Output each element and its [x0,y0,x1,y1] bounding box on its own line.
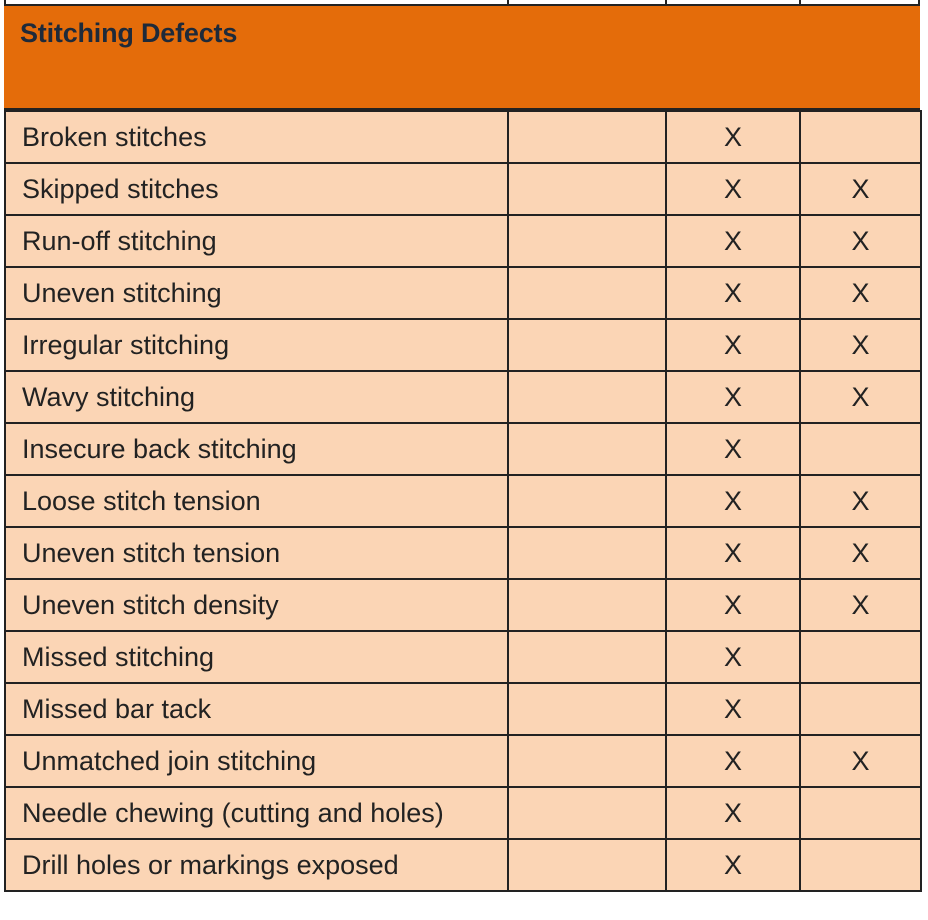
section-header [4,4,920,110]
column-3-mark-cell: X [666,631,800,683]
column-2-cell [508,475,666,527]
table-row [5,787,921,839]
table-row [5,111,921,163]
table-row [5,319,921,371]
column-4-mark-cell: X [800,527,921,579]
column-2-cell [508,631,666,683]
column-2-cell [508,579,666,631]
table-row [5,163,921,215]
column-3-mark-cell: X [666,735,800,787]
table-row [5,735,921,787]
section-title: Stitching Defects [20,18,238,48]
column-4-mark-cell [800,683,921,735]
column-4-mark-cell: X [800,475,921,527]
column-4-mark-cell [800,111,921,163]
column-2-cell [508,163,666,215]
column-2-cell [508,267,666,319]
table-row [5,423,921,475]
column-4-mark-cell [800,631,921,683]
defect-name-cell: Run-off stitching [5,215,508,267]
table-row [5,475,921,527]
column-3-mark-cell: X [666,371,800,423]
column-3-mark-cell: X [666,267,800,319]
column-3-mark-cell: X [666,163,800,215]
column-3-mark-cell: X [666,319,800,371]
column-2-cell [508,683,666,735]
column-4-mark-cell: X [800,319,921,371]
defect-name-cell: Skipped stitches [5,163,508,215]
column-3-mark-cell: X [666,475,800,527]
defect-name-cell: Uneven stitch tension [5,527,508,579]
table-row [5,215,921,267]
defects-table [4,110,922,892]
column-4-mark-cell: X [800,215,921,267]
column-4-mark-cell: X [800,579,921,631]
column-3-mark-cell: X [666,579,800,631]
column-3-mark-cell: X [666,683,800,735]
defect-name-cell: Wavy stitching [5,371,508,423]
column-2-cell [508,215,666,267]
column-4-mark-cell: X [800,163,921,215]
column-4-mark-cell: X [800,735,921,787]
column-3-mark-cell: X [666,423,800,475]
column-2-cell [508,787,666,839]
defect-name-cell: Broken stitches [5,111,508,163]
column-3-mark-cell: X [666,839,800,891]
table-row [5,527,921,579]
defect-name-cell: Loose stitch tension [5,475,508,527]
defect-name-cell: Uneven stitch density [5,579,508,631]
column-2-cell [508,527,666,579]
defects-table-body [5,111,921,891]
column-2-cell [508,423,666,475]
column-2-cell [508,111,666,163]
column-2-cell [508,371,666,423]
table-row [5,371,921,423]
column-4-mark-cell [800,787,921,839]
column-2-cell [508,319,666,371]
column-2-cell [508,839,666,891]
defect-name-cell: Unmatched join stitching [5,735,508,787]
table-row [5,631,921,683]
column-3-mark-cell: X [666,111,800,163]
table-row [5,839,921,891]
column-2-cell [508,735,666,787]
table-row [5,579,921,631]
column-4-mark-cell [800,839,921,891]
defect-name-cell: Missed bar tack [5,683,508,735]
defect-name-cell: Irregular stitching [5,319,508,371]
column-3-mark-cell: X [666,527,800,579]
column-4-mark-cell: X [800,371,921,423]
defect-name-cell: Drill holes or markings exposed [5,839,508,891]
column-4-mark-cell: X [800,267,921,319]
defect-name-cell: Needle chewing (cutting and holes) [5,787,508,839]
table-row [5,683,921,735]
column-4-mark-cell [800,423,921,475]
defect-name-cell: Missed stitching [5,631,508,683]
column-3-mark-cell: X [666,215,800,267]
defect-name-cell: Insecure back stitching [5,423,508,475]
table-row [5,267,921,319]
defect-name-cell: Uneven stitching [5,267,508,319]
column-3-mark-cell: X [666,787,800,839]
